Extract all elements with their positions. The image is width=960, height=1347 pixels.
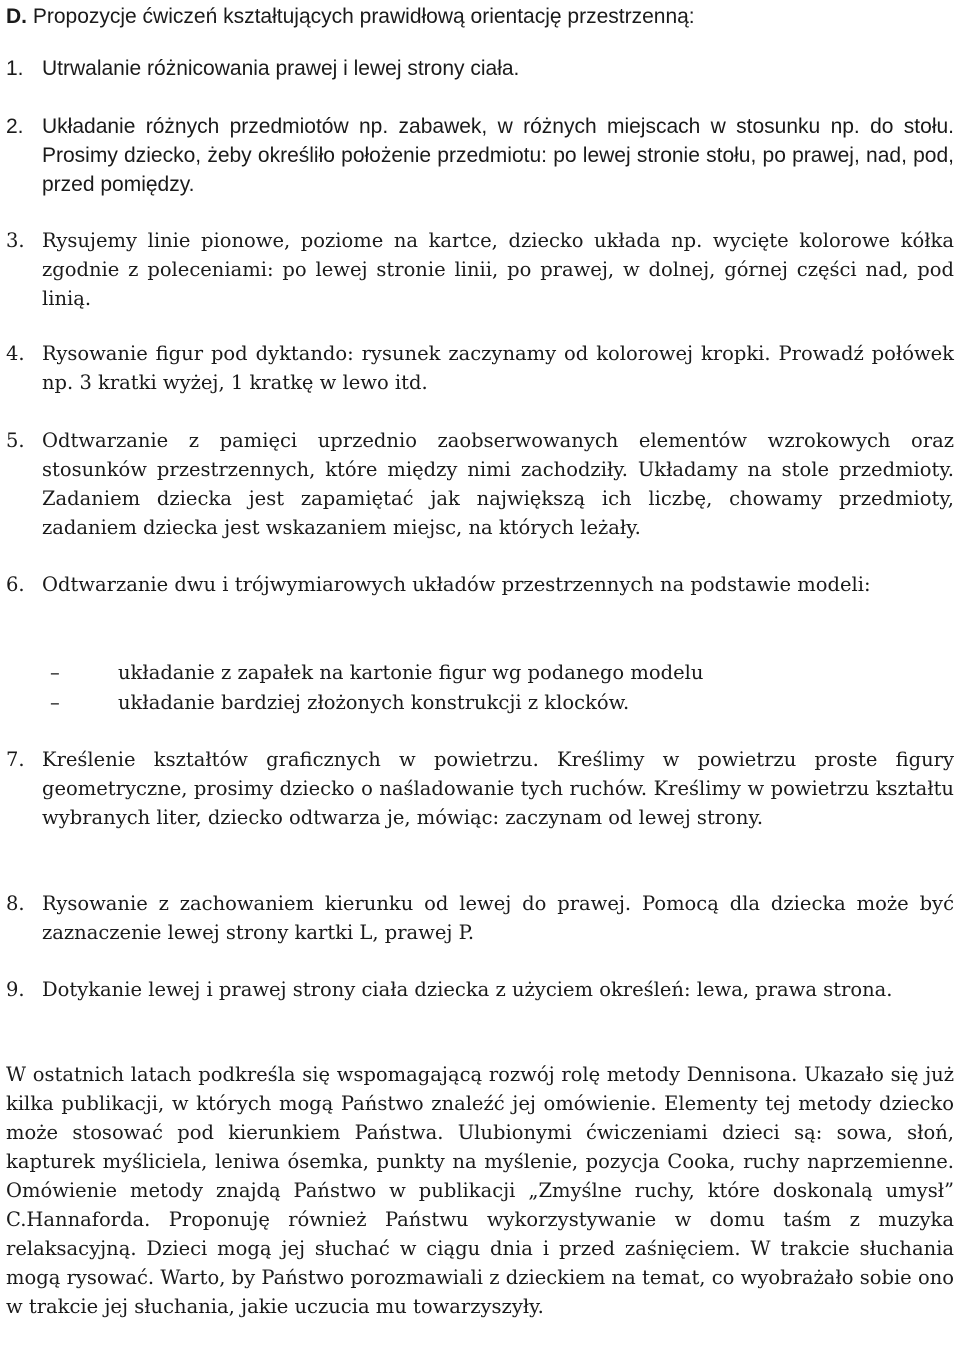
section-letter: D. xyxy=(6,5,27,28)
model-sublist xyxy=(6,658,954,718)
item-text: Rysowanie z zachowaniem kierunku od lewej do prawej. Pomocą dla dziecka może być zaznaczenie lewej strony kartki L, prawej P. xyxy=(42,892,954,944)
list-item-1 xyxy=(6,54,954,83)
list-item-4 xyxy=(6,339,954,397)
item-number: 3. xyxy=(6,229,25,252)
item-text: Rysujemy linie pionowe, poziome na kartce, dziecko układa np. wycięte kolorowe kółka zgodnie z poleceniami: po lewej stronie linii, po prawej, w dolnej, górnej części nad, pod linią. xyxy=(42,229,954,310)
item-text: Dotykanie lewej i prawej strony ciała dziecka z użyciem określeń: lewa, prawa strona. xyxy=(42,978,893,1001)
sublist-item xyxy=(6,658,954,688)
list-item-7 xyxy=(6,745,954,832)
item-text: Utrwalanie różnicowania prawej i lewej strony ciała. xyxy=(42,57,520,80)
item-text: Odtwarzanie z pamięci uprzednio zaobserwowanych elementów wzrokowych oraz stosunków przestrzennych, które między nimi zachodziły. Układamy na stole przedmioty. Zadaniem dziecka jest zapamiętać jak największą ich liczbę, chowamy przedmioty, zadaniem dziecka jest wskazaniem miejsc, na których leżały. xyxy=(42,429,954,539)
item-number: 2. xyxy=(6,115,24,138)
section-heading xyxy=(6,4,954,30)
list-item-2 xyxy=(6,112,954,199)
item-number: 4. xyxy=(6,342,25,365)
list-item-5 xyxy=(6,426,954,542)
item-text: Układanie różnych przedmiotów np. zabawek, w różnych miejscach w stosunku np. do stołu. Prosimy dziecko, żeby określiło położenie przedmiotu: po lewej stronie stołu, po prawej, nad, pod, przed pomiędzy. xyxy=(42,115,954,196)
dash-bullet: – xyxy=(50,691,60,714)
closing-paragraph: W ostatnich latach podkreśla się wspomagającą rozwój rolę metody Dennisona. Ukazało się już kilka publikacji, w których mogą Państwo znaleźć jej omówienie. Elementy tej metody dziecko może stosować pod kierunkiem Państwa. Ulubionymi ćwiczeniami dzieci są: sowa, słoń, kapturek myśliciela, leniwa ósemka, punkty na myślenie, pozycja Cooka, ruchy naprzemienne. Omówienie metody znajdą Państwo w publikacji „Zmyślne ruchy, które doskonalą umysł” C.Hannaforda. Proponuję również Państwu wykorzystywanie w domu taśm z muzyka relaksacyjną. Dzieci mogą jej słuchać w ciągu dnia i przed zaśnięciem. W trakcie słuchania mogą rysować. Warto, by Państwo porozmawiali z dzieckiem na temat, co wyobrażało sobie ono w trakcie jej słuchania, jakie uczucia mu towarzyszyły. xyxy=(6,1063,954,1318)
section-title: Propozycje ćwiczeń kształtujących prawidłową orientację przestrzenną: xyxy=(32,5,695,28)
item-number: 6. xyxy=(6,573,25,596)
list-item-3 xyxy=(6,226,954,313)
list-item-8 xyxy=(6,889,954,947)
item-text: Odtwarzanie dwu i trójwymiarowych układów przestrzennych na podstawie modeli: xyxy=(42,573,871,596)
dash-bullet: – xyxy=(50,661,60,684)
list-item-6 xyxy=(6,570,954,599)
sublist-item-text: układanie z zapałek na kartonie figur wg podanego modelu xyxy=(118,661,704,684)
item-text: Kreślenie kształtów graficznych w powietrzu. Kreślimy w powietrzu proste figury geometryczne, prosimy dziecko o naśladowanie tych ruchów. Kreślimy w powietrzu kształtu wybranych liter, dziecko odtwarza je, mówiąc: zaczynam od lewej strony. xyxy=(42,748,954,829)
item-number: 9. xyxy=(6,978,25,1001)
sublist-item-text: układanie bardziej złożonych konstrukcji z klocków. xyxy=(118,691,630,714)
item-number: 5. xyxy=(6,429,25,452)
sublist-item xyxy=(6,688,954,718)
item-text: Rysowanie figur pod dyktando: rysunek zaczynamy od kolorowej kropki. Prowadź połówek np. 3 kratki wyżej, 1 kratkę w lewo itd. xyxy=(42,342,954,394)
item-number: 8. xyxy=(6,892,25,915)
item-number: 7. xyxy=(6,748,25,771)
list-item-9 xyxy=(6,975,954,1004)
item-number: 1. xyxy=(6,57,24,80)
